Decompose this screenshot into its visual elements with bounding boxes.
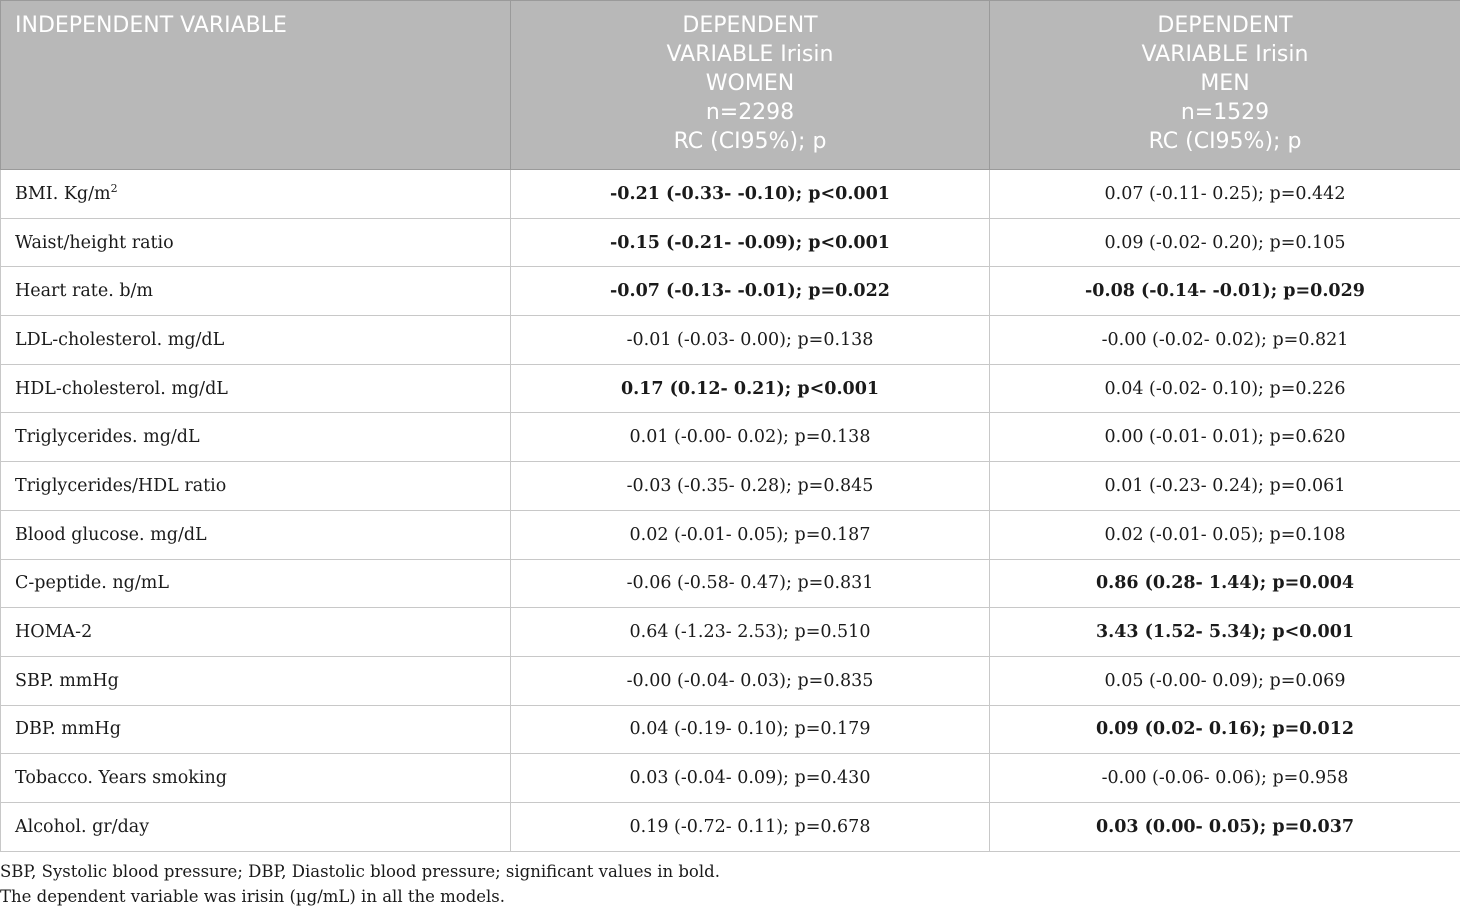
cell-women: 0.01 (-0.00- 0.02); p=0.138	[511, 413, 990, 462]
variable-label: SBP. mmHg	[15, 670, 119, 691]
cell-variable	[1, 510, 511, 559]
cell-women: -0.21 (-0.33- -0.10); p<0.001	[511, 170, 990, 219]
table-row	[1, 754, 1460, 803]
cell-men: -0.00 (-0.06- 0.06); p=0.958	[990, 754, 1460, 803]
header-line: WOMEN	[705, 71, 795, 96]
cell-men: 0.01 (-0.23- 0.24); p=0.061	[990, 462, 1460, 511]
header-line: DEPENDENT	[1157, 13, 1293, 38]
variable-label: Tobacco. Years smoking	[15, 768, 227, 789]
variable-label: Waist/height ratio	[15, 232, 174, 253]
header-line: DEPENDENT	[682, 13, 818, 38]
cell-variable	[1, 267, 511, 316]
table-row	[1, 462, 1460, 511]
cell-women: -0.00 (-0.04- 0.03); p=0.835	[511, 656, 990, 705]
variable-label: HOMA-2	[15, 622, 93, 643]
cell-women: -0.07 (-0.13- -0.01); p=0.022	[511, 267, 990, 316]
table-row	[1, 267, 1460, 316]
header-line: INDEPENDENT VARIABLE	[15, 13, 287, 38]
table-body	[1, 170, 1460, 852]
header-row	[1, 1, 1460, 170]
variable-label: Blood glucose. mg/dL	[15, 524, 207, 545]
cell-women: -0.06 (-0.58- 0.47); p=0.831	[511, 559, 990, 608]
cell-women: 0.03 (-0.04- 0.09); p=0.430	[511, 754, 990, 803]
table-row	[1, 364, 1460, 413]
cell-women: 0.17 (0.12- 0.21); p<0.001	[511, 364, 990, 413]
cell-variable	[1, 754, 511, 803]
cell-women: 0.02 (-0.01- 0.05); p=0.187	[511, 510, 990, 559]
header-line: RC (CI95%); p	[1148, 129, 1302, 154]
cell-variable	[1, 316, 511, 365]
table-row	[1, 608, 1460, 657]
variable-label: BMI. Kg/m	[15, 183, 111, 204]
table-row	[1, 705, 1460, 754]
cell-variable	[1, 559, 511, 608]
footnote-dependent-variable: The dependent variable was irisin (µg/mL) in all the models.	[0, 887, 506, 906]
cell-men: 0.07 (-0.11- 0.25); p=0.442	[990, 170, 1460, 219]
cell-variable	[1, 608, 511, 657]
header-women	[511, 1, 990, 170]
header-line: VARIABLE Irisin	[666, 42, 834, 67]
variable-label: Heart rate. b/m	[15, 281, 154, 302]
header-line: n=2298	[705, 100, 795, 125]
cell-variable	[1, 218, 511, 267]
header-men	[990, 1, 1460, 170]
cell-variable	[1, 802, 511, 851]
cell-variable	[1, 170, 511, 219]
table-row	[1, 413, 1460, 462]
table-row	[1, 559, 1460, 608]
cell-men: 0.04 (-0.02- 0.10); p=0.226	[990, 364, 1460, 413]
cell-women: 0.19 (-0.72- 0.11); p=0.678	[511, 802, 990, 851]
cell-variable	[1, 462, 511, 511]
table-row	[1, 510, 1460, 559]
variable-label: LDL-cholesterol. mg/dL	[15, 329, 225, 350]
cell-men: -0.08 (-0.14- -0.01); p=0.029	[990, 267, 1460, 316]
header-line: RC (CI95%); p	[673, 129, 827, 154]
table-row	[1, 170, 1460, 219]
cell-women: 0.04 (-0.19- 0.10); p=0.179	[511, 705, 990, 754]
variable-label: Alcohol. gr/day	[15, 816, 150, 837]
cell-men: 0.03 (0.00- 0.05); p=0.037	[990, 802, 1460, 851]
variable-label: Triglycerides. mg/dL	[15, 427, 200, 448]
cell-men: 0.09 (-0.02- 0.20); p=0.105	[990, 218, 1460, 267]
cell-women: -0.01 (-0.03- 0.00); p=0.138	[511, 316, 990, 365]
cell-men: 0.02 (-0.01- 0.05); p=0.108	[990, 510, 1460, 559]
cell-women: 0.64 (-1.23- 2.53); p=0.510	[511, 608, 990, 657]
cell-men: 0.00 (-0.01- 0.01); p=0.620	[990, 413, 1460, 462]
table-row	[1, 802, 1460, 851]
cell-women: -0.15 (-0.21- -0.09); p<0.001	[511, 218, 990, 267]
cell-variable	[1, 364, 511, 413]
cell-men: 0.86 (0.28- 1.44); p=0.004	[990, 559, 1460, 608]
variable-label: Triglycerides/HDL ratio	[15, 475, 227, 496]
cell-men: 0.09 (0.02- 0.16); p=0.012	[990, 705, 1460, 754]
cell-variable	[1, 656, 511, 705]
cell-variable	[1, 413, 511, 462]
header-line: MEN	[1200, 71, 1250, 96]
cell-variable	[1, 705, 511, 754]
header-line: VARIABLE Irisin	[1141, 42, 1309, 67]
variable-label: C-peptide. ng/mL	[15, 573, 169, 594]
cell-women: -0.03 (-0.35- 0.28); p=0.845	[511, 462, 990, 511]
table-row	[1, 218, 1460, 267]
variable-label: DBP. mmHg	[15, 719, 121, 740]
footnote-abbreviations: SBP, Systolic blood pressure; DBP, Diastolic blood pressure; significant values in bold.	[0, 862, 720, 881]
cell-men: 0.05 (-0.00- 0.09); p=0.069	[990, 656, 1460, 705]
header-independent-variable	[1, 1, 511, 170]
table-header	[1, 1, 1460, 170]
table-row	[1, 316, 1460, 365]
cell-men: 3.43 (1.52- 5.34); p<0.001	[990, 608, 1460, 657]
table-row	[1, 656, 1460, 705]
cell-men: -0.00 (-0.02- 0.02); p=0.821	[990, 316, 1460, 365]
variable-label: HDL-cholesterol. mg/dL	[15, 378, 228, 399]
header-line: n=1529	[1180, 100, 1270, 125]
variable-superscript: 2	[110, 181, 118, 195]
